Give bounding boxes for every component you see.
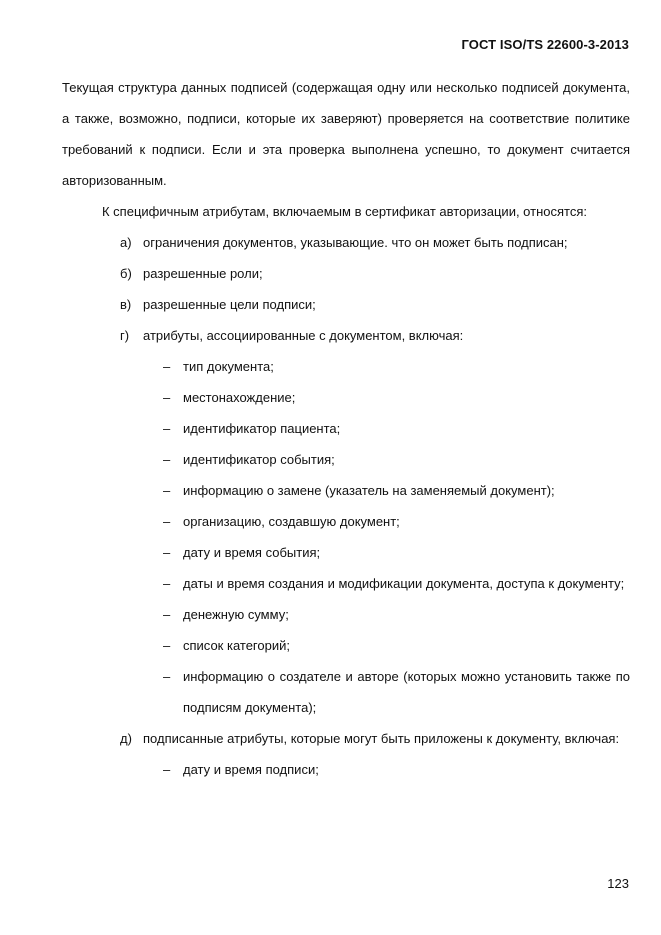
list-item-text: разрешенные цели подписи; bbox=[143, 297, 316, 312]
list-marker: д) bbox=[120, 731, 132, 746]
sublist-item bbox=[62, 568, 630, 599]
sublist-item bbox=[62, 599, 630, 630]
list-marker: в) bbox=[120, 297, 132, 312]
sublist-item bbox=[62, 382, 630, 413]
sublist-item-text: информацию о замене (указатель на заменяемый документ); bbox=[183, 483, 555, 498]
sublist-item-text: денежную сумму; bbox=[183, 607, 289, 622]
list-item-a bbox=[62, 227, 630, 258]
attribute-list bbox=[62, 227, 630, 785]
sublist-item bbox=[62, 537, 630, 568]
sublist-item-text: даты и время создания и модификации документа, доступа к документу; bbox=[183, 576, 625, 591]
sublist-item-text: тип документа; bbox=[183, 359, 274, 374]
sublist-item bbox=[62, 754, 630, 785]
list-item-g bbox=[62, 320, 630, 723]
dash-marker: – bbox=[163, 452, 171, 467]
list-item-v bbox=[62, 289, 630, 320]
sublist-item bbox=[62, 506, 630, 537]
dash-marker: – bbox=[163, 576, 171, 591]
list-item-text: атрибуты, ассоциированные с документом, включая: bbox=[143, 328, 464, 343]
dash-marker: – bbox=[163, 421, 171, 436]
sublist-item-text: идентификатор пациента; bbox=[183, 421, 341, 436]
dash-marker: – bbox=[163, 483, 171, 498]
list-marker: а) bbox=[120, 235, 132, 250]
sublist-item-text: информацию о создателе и авторе (которых можно установить также по подписям документа); bbox=[183, 669, 630, 715]
dash-marker: – bbox=[163, 669, 171, 684]
sublist-item bbox=[62, 475, 630, 506]
sublist-item-text: идентификатор события; bbox=[183, 452, 335, 467]
dash-marker: – bbox=[163, 638, 171, 653]
page-number: 123 bbox=[607, 876, 629, 891]
list-item-text: ограничения документов, указывающие. что он может быть подписан; bbox=[143, 235, 568, 250]
list-item-text: разрешенные роли; bbox=[143, 266, 263, 281]
dash-marker: – bbox=[163, 545, 171, 560]
sublist-item bbox=[62, 444, 630, 475]
sublist-document-attributes bbox=[143, 351, 630, 723]
sublist-item-text: список категорий; bbox=[183, 638, 290, 653]
paragraph-attributes-intro: К специфичным атрибутам, включаемым в сертификат авторизации, относятся: bbox=[102, 204, 587, 219]
sublist-item bbox=[62, 630, 630, 661]
sublist-item bbox=[62, 413, 630, 444]
list-item-d bbox=[62, 723, 630, 785]
paragraph-signature-structure: Текущая структура данных подписей (содержащая одну или несколько подписей документа, а также, возможно, подписи, которые их заверяют) проверяется на соответствие политике требований к подписи. Если и эта проверка выполнена успешно, то документ считается авторизованным. bbox=[62, 80, 630, 188]
sublist-item-text: местонахождение; bbox=[183, 390, 296, 405]
dash-marker: – bbox=[163, 607, 171, 622]
list-marker: б) bbox=[120, 266, 132, 281]
list-item-b bbox=[62, 258, 630, 289]
document-header: ГОСТ ISO/TS 22600-3-2013 bbox=[461, 37, 629, 52]
dash-marker: – bbox=[163, 390, 171, 405]
sublist-item-text: дату и время подписи; bbox=[183, 762, 319, 777]
list-marker: г) bbox=[120, 328, 130, 343]
sublist-item-text: организацию, создавшую документ; bbox=[183, 514, 400, 529]
page-body bbox=[62, 72, 630, 785]
dash-marker: – bbox=[163, 359, 171, 374]
list-item-text: подписанные атрибуты, которые могут быть приложены к документу, включая: bbox=[143, 731, 620, 746]
sublist-signed-attributes bbox=[143, 754, 630, 785]
dash-marker: – bbox=[163, 514, 171, 529]
sublist-item bbox=[62, 351, 630, 382]
sublist-item bbox=[62, 661, 630, 723]
dash-marker: – bbox=[163, 762, 171, 777]
sublist-item-text: дату и время события; bbox=[183, 545, 321, 560]
